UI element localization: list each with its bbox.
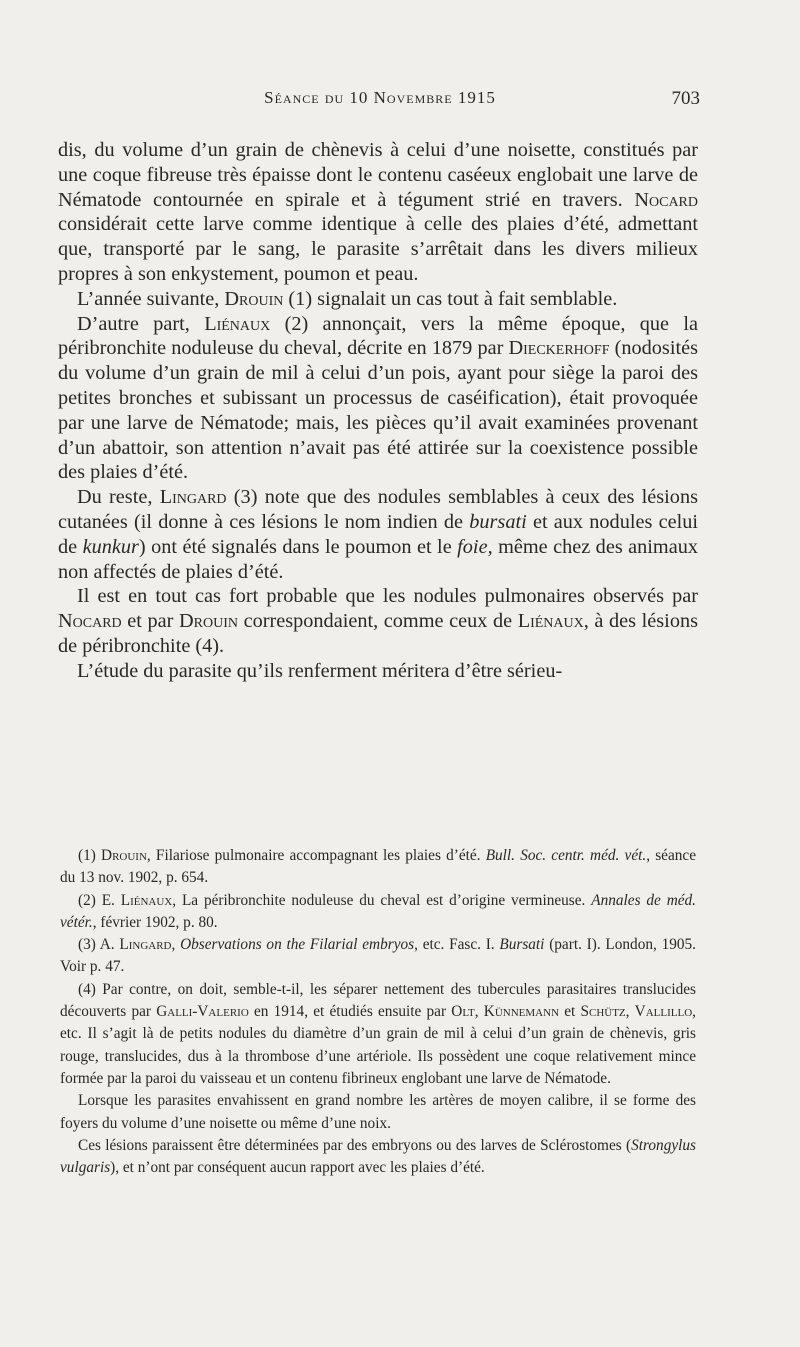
text-run: dis, du volume d’un grain de chènevis à celui d’une noisette, constitués par une coque fibreuse très épaisse dont le contenu caséeux englobait une larve de Nématode contournée en spirale et à tégument strié en travers. bbox=[58, 139, 698, 211]
author-name: Vallillo bbox=[634, 1003, 693, 1021]
author-name: Galli-Valerio bbox=[156, 1003, 249, 1021]
author-name: Lingard bbox=[119, 936, 172, 954]
footnote-3 bbox=[60, 934, 696, 979]
text-run: , février 1902, p. 80. bbox=[92, 913, 218, 931]
footnote-1 bbox=[60, 845, 696, 890]
author-name: Drouin bbox=[179, 610, 238, 633]
author-name: Liénaux bbox=[517, 610, 584, 633]
text-run: (3) A. bbox=[78, 936, 120, 954]
text-run: en 1914, et étudiés ensuite par bbox=[248, 1003, 452, 1021]
author-name: Drouin bbox=[101, 847, 147, 864]
header-title: Séance du 10 Novembre 1915 bbox=[264, 88, 496, 107]
footnote-4-continued bbox=[60, 1090, 696, 1135]
text-run: , etc. Il s’agit là de petits nodules du diamètre d’un grain de mil à celui d’un grain de chènevis, gris rouge, translucides, dus à la thrombose d’une artériole. Ils possèdent une coque relativement mince formée par la paroi du vaisseau et un contenu fibrineux englobant une larve de Nématode. bbox=[60, 1003, 696, 1087]
text-run: et aux nodules celui de bbox=[58, 510, 698, 558]
text-run: (part. I). London, 1905. Voir p. 47. bbox=[60, 936, 696, 976]
main-text bbox=[58, 138, 698, 684]
paragraph-4 bbox=[58, 485, 698, 584]
text-run: (2) E. bbox=[78, 891, 121, 909]
text-run: (1) signalait un cas tout à fait semblable. bbox=[283, 287, 618, 310]
text-run: (3) note que des nodules semblables à ceux des lésions cutanées (il donne à ces lésions le nom indien de bbox=[58, 486, 698, 533]
paragraph-2 bbox=[58, 287, 698, 312]
italic-term: kunkur bbox=[82, 535, 139, 558]
footnote-4-continued bbox=[60, 1135, 696, 1180]
author-name: Künnemann bbox=[483, 1003, 560, 1021]
text-run: Lorsque les parasites envahissent en grand nombre les artères de moyen calibre, il se forme des foyers du volume d’une noisette ou même d’une noix. bbox=[60, 1092, 696, 1132]
italic-term: bursati bbox=[469, 510, 527, 533]
author-name: Nocard bbox=[58, 610, 122, 633]
text-run: ) ont été signalés dans le poumon et le bbox=[138, 535, 458, 558]
text-run: et par bbox=[121, 610, 179, 633]
text-run: Il est en tout cas fort probable que les nodules pulmonaires observés par bbox=[77, 585, 698, 608]
author-name: Lingard bbox=[159, 486, 227, 509]
paragraph-5 bbox=[58, 584, 698, 658]
author-name: Drouin bbox=[224, 287, 284, 310]
italic-term: Bull. Soc. centr. méd. vét. bbox=[485, 847, 647, 864]
text-run: , à des lésions de péribronchite (4). bbox=[58, 610, 698, 657]
italic-term: Observations on the Filarial embryos bbox=[180, 936, 415, 954]
text-run: (4) Par contre, on doit, semble-t-il, les séparer nettement des tubercules parasitaires translucides découverts par bbox=[60, 980, 696, 1021]
text-run: , etc. Fasc. I. bbox=[414, 936, 500, 954]
text-run: , bbox=[474, 1003, 484, 1021]
italic-term: Strongylus vulgaris bbox=[60, 1136, 696, 1177]
text-run: D’autre part, bbox=[77, 312, 205, 335]
paragraph-3 bbox=[58, 312, 698, 486]
text-run: et bbox=[559, 1003, 581, 1021]
footnote-2 bbox=[60, 890, 696, 935]
text-run: , bbox=[625, 1003, 635, 1021]
author-name: Liénaux bbox=[120, 891, 173, 909]
text-run: , séance du 13 nov. 1902, p. 654. bbox=[60, 847, 696, 887]
author-name: Olt bbox=[451, 1003, 475, 1021]
text-run: Du reste, bbox=[77, 486, 160, 509]
text-run: L’étude du parasite qu’ils renferment méritera d’être sérieu- bbox=[77, 659, 563, 682]
author-name: Nocard bbox=[634, 188, 698, 211]
text-run: L’année suivante, bbox=[77, 287, 225, 310]
text-run: (nodosités du volume d’un grain de mil à celui d’un pois, ayant pour siège la paroi des petites bronches et subissant un processus de caséification), était provoquée par une larve de Nématode; mais, les pièces qu’il avait examinées provenant d’un abattoir, son attention n’avait pas été attirée sur la coexistence possible des plaies d’été. bbox=[58, 337, 698, 484]
author-name: Liénaux bbox=[204, 312, 271, 335]
italic-term: Annales de méd. vétér. bbox=[60, 891, 697, 931]
text-run: (2) annonçait, vers la même époque, que la péribronchite noduleuse du cheval, décrite en 1879 par bbox=[58, 312, 698, 360]
text-run: même chez des animaux non affectés de plaies d’été. bbox=[58, 535, 698, 583]
author-name: Schütz bbox=[580, 1003, 626, 1021]
footnotes bbox=[60, 845, 696, 1179]
page-number: 703 bbox=[671, 88, 700, 109]
text-run: considérait cette larve comme identique à celle des plaies d’été, admettant que, transporté par le sang, le parasite s’arrêtait dans les divers milieux propres à son enkystement, poumon et peau. bbox=[58, 213, 698, 285]
text-run: , La péribronchite noduleuse du cheval est d’origine vermineuse. bbox=[172, 891, 592, 909]
text-run: ), et n’ont par conséquent aucun rapport avec les plaies d’été. bbox=[110, 1159, 485, 1177]
text-run: Ces lésions paraissent être déterminées par des embryons ou des larves de Sclérostomes ( bbox=[78, 1136, 632, 1154]
text-run: (1) bbox=[78, 847, 102, 864]
paragraph-6 bbox=[58, 659, 698, 684]
text-run: , bbox=[171, 936, 181, 954]
italic-term: foie, bbox=[457, 535, 493, 558]
footnote-4 bbox=[60, 979, 696, 1090]
text-run: correspondaient, comme ceux de bbox=[237, 610, 518, 633]
running-header bbox=[60, 88, 700, 118]
italic-term: Bursati bbox=[499, 936, 545, 954]
paragraph-1 bbox=[58, 138, 698, 287]
author-name: Dieckerhoff bbox=[508, 337, 610, 360]
text-run: , Filariose pulmonaire accompagnant les plaies d’été. bbox=[146, 847, 486, 864]
